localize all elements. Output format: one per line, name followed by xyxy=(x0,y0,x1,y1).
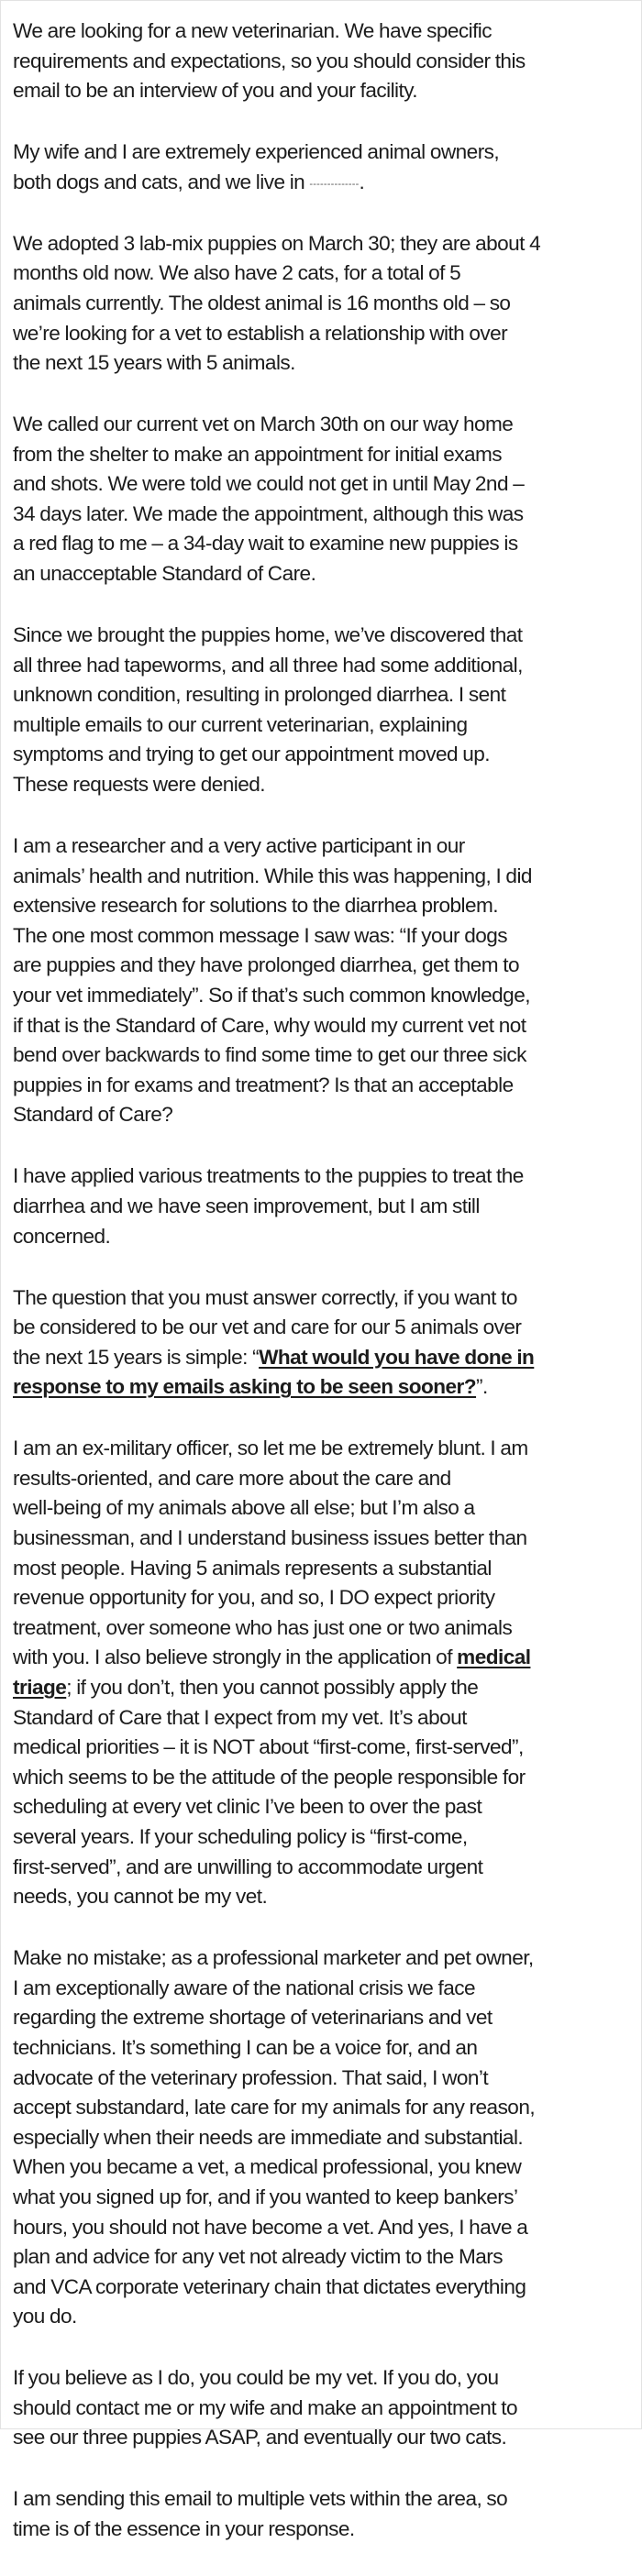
email-paragraph xyxy=(13,2363,640,2453)
text-segment: regarding the extreme shortage of veterinarians and vet xyxy=(13,2006,493,2030)
text-segment: Standard of Care that I expect from my vet. It’s about xyxy=(13,1705,467,1729)
text-segment: My wife and I are extremely experienced animal owners, xyxy=(13,140,500,164)
emphasized-text: response to my emails asking to be seen sooner? xyxy=(13,1375,477,1399)
text-segment: all three had tapeworms, and all three had some additional, xyxy=(13,653,523,677)
text-segment: I am sending this email to multiple vets within the area, so xyxy=(13,2487,508,2511)
text-line xyxy=(13,1493,640,1524)
text-segment: are puppies and they have prolonged diarrhea, get them to xyxy=(13,953,519,977)
text-segment: and shots. We were told we could not get in until May 2nd – xyxy=(13,472,525,496)
text-segment: businessman, and I understand business issues better than xyxy=(13,1526,527,1550)
text-segment: Make no mistake; as a professional marketer and pet owner, xyxy=(13,1946,534,1970)
text-line xyxy=(13,1613,640,1644)
text-segment: The question that you must answer correctly, if you want to xyxy=(13,1285,517,1309)
text-segment: I have applied various treatments to the puppies to treat the xyxy=(13,1164,524,1188)
text-segment: medical priorities – it is NOT about “first-come, first-served”, xyxy=(13,1735,524,1759)
text-line xyxy=(13,529,640,559)
text-line xyxy=(13,710,640,741)
text-segment: animals currently. The oldest animal is 16 months old – so xyxy=(13,291,511,314)
text-line xyxy=(13,289,640,319)
redacted-location: -------------- xyxy=(309,178,360,190)
text-line xyxy=(13,1733,640,1763)
text-line xyxy=(13,1763,640,1793)
text-segment: from the shelter to make an appointment for initial exams xyxy=(13,442,503,466)
text-segment: treatment, over someone who has just one or two animals xyxy=(13,1615,513,1639)
email-paragraph xyxy=(13,1283,640,1403)
text-segment: be considered to be our vet and care for our 5 animals over xyxy=(13,1316,522,1339)
text-line xyxy=(13,2484,640,2515)
text-segment: most people. Having 5 animals represents a substantial xyxy=(13,1556,492,1580)
text-line xyxy=(13,1222,640,1252)
text-segment: concerned. xyxy=(13,1224,111,1248)
text-line xyxy=(13,891,640,921)
email-paragraph xyxy=(13,410,640,589)
text-line xyxy=(13,138,640,168)
text-segment: hours, you should not have become a vet. And yes, I have a xyxy=(13,2215,528,2239)
text-line xyxy=(13,469,640,500)
text-line xyxy=(13,17,640,47)
text-segment: ; if you don’t, then you cannot possibly apply the xyxy=(66,1676,479,1700)
text-line xyxy=(13,1343,640,1373)
text-line xyxy=(13,680,640,710)
text-line xyxy=(13,2302,640,2332)
text-segment: results-oriented, and care more about the care and xyxy=(13,1466,451,1490)
text-segment: needs, you cannot be my vet. xyxy=(13,1885,268,1909)
text-segment: technicians. It’s something I can be a voice for, and an xyxy=(13,2035,478,2059)
text-line xyxy=(13,740,640,770)
text-segment: animals’ health and nutrition. While this was happening, I did xyxy=(13,864,532,887)
text-segment: We adopted 3 lab-mix puppies on March 30; they are about 4 xyxy=(13,231,541,255)
text-segment: advocate of the veterinary profession. That said, I won’t xyxy=(13,2065,489,2089)
text-line xyxy=(13,981,640,1011)
text-segment: These requests were denied. xyxy=(13,773,266,797)
text-line xyxy=(13,1011,640,1041)
text-line xyxy=(13,1703,640,1734)
text-segment: We called our current vet on March 30th on our way home xyxy=(13,413,514,436)
text-segment: 34 days later. We made the appointment, although this was xyxy=(13,501,524,525)
text-segment: should contact me or my wife and make an appointment to xyxy=(13,2395,517,2419)
text-segment: multiple emails to our current veterinarian, explaining xyxy=(13,712,468,736)
email-paragraph xyxy=(13,138,640,197)
email-paragraph xyxy=(13,1434,640,1912)
text-segment: The one most common message I saw was: “If your dogs xyxy=(13,923,508,947)
text-segment: Since we brought the puppies home, we’ve discovered that xyxy=(13,623,523,647)
text-line xyxy=(13,862,640,892)
text-line xyxy=(13,2394,640,2424)
text-line xyxy=(13,559,640,589)
text-line xyxy=(13,1313,640,1343)
text-segment: Standard of Care? xyxy=(13,1103,173,1127)
text-segment: both dogs and cats, and we live in xyxy=(13,170,310,193)
email-paragraph xyxy=(13,621,640,800)
text-line xyxy=(13,1822,640,1853)
text-segment: your vet immediately”. So if that’s such common knowledge, xyxy=(13,983,530,1007)
text-segment: well-being of my animals above all else; but I’m also a xyxy=(13,1496,475,1520)
text-segment: the next 15 years with 5 animals. xyxy=(13,351,295,375)
text-segment: and VCA corporate veterinary chain that dictates everything xyxy=(13,2274,526,2298)
text-segment: months old now. We also have 2 cats, for a total of 5 xyxy=(13,261,461,285)
text-line xyxy=(13,76,640,106)
text-line xyxy=(13,1192,640,1222)
text-line xyxy=(13,47,640,77)
text-segment: symptoms and trying to get our appointment moved up. xyxy=(13,743,490,766)
text-segment: diarrhea and we have seen improvement, but I am still xyxy=(13,1194,480,1217)
text-segment: email to be an interview of you and your facility. xyxy=(13,79,418,103)
text-line xyxy=(13,1283,640,1314)
text-segment: first-served”, and are unwilling to accommodate urgent xyxy=(13,1855,483,1878)
text-segment: puppies in for exams and treatment? Is that an acceptable xyxy=(13,1073,514,1096)
text-line xyxy=(13,168,640,198)
text-segment: scheduling at every vet clinic I’ve been to over the past xyxy=(13,1795,482,1819)
text-segment: which seems to be the attitude of the people responsible for xyxy=(13,1765,526,1789)
emphasized-text: medical xyxy=(457,1646,531,1669)
text-segment: unknown condition, resulting in prolonged diarrhea. I sent xyxy=(13,683,506,707)
text-line xyxy=(13,1161,640,1192)
email-paragraph xyxy=(13,2484,640,2544)
text-line xyxy=(13,770,640,800)
text-line xyxy=(13,500,640,530)
text-segment: When you became a vet, a medical professional, you knew xyxy=(13,2155,522,2179)
text-segment: what you signed up for, and if you wanted to keep bankers’ xyxy=(13,2185,518,2208)
text-line xyxy=(13,229,640,259)
email-paragraph xyxy=(13,17,640,106)
text-segment: accept substandard, late care for my animals for any reason, xyxy=(13,2096,536,2119)
text-line xyxy=(13,410,640,440)
text-line xyxy=(13,1464,640,1494)
text-line xyxy=(13,319,640,349)
text-line xyxy=(13,1040,640,1071)
text-line xyxy=(13,1792,640,1822)
text-line xyxy=(13,1673,640,1703)
text-segment: several years. If your scheduling policy is “first-come, xyxy=(13,1825,468,1848)
text-segment: an unacceptable Standard of Care. xyxy=(13,562,316,586)
email-paragraph xyxy=(13,229,640,379)
text-line xyxy=(13,1643,640,1673)
email-paragraph xyxy=(13,1161,640,1251)
text-segment: you do. xyxy=(13,2305,77,2328)
text-segment: If you believe as I do, you could be my vet. If you do, you xyxy=(13,2366,499,2390)
text-line xyxy=(13,2183,640,2213)
text-line xyxy=(13,651,640,681)
text-segment: requirements and expectations, so you should consider this xyxy=(13,49,526,72)
text-segment: time is of the essence in your response. xyxy=(13,2517,355,2541)
text-segment: if that is the Standard of Care, why would my current vet not xyxy=(13,1013,526,1037)
text-line xyxy=(13,2273,640,2303)
text-segment: we’re looking for a vet to establish a relationship with over xyxy=(13,321,508,345)
text-segment: We are looking for a new veterinarian. We have specific xyxy=(13,19,493,42)
text-line xyxy=(13,2093,640,2123)
text-segment: . xyxy=(359,170,365,193)
text-segment: see our three puppies ASAP, and eventually our two cats. xyxy=(13,2426,507,2449)
text-line xyxy=(13,2123,640,2153)
text-line xyxy=(13,2033,640,2064)
text-line xyxy=(13,1434,640,1464)
text-line xyxy=(13,2064,640,2094)
text-segment: plan and advice for any vet not already victim to the Mars xyxy=(13,2245,504,2269)
text-line xyxy=(13,1071,640,1101)
emphasized-text: triage xyxy=(13,1676,67,1700)
text-segment: with you. I also believe strongly in the application of xyxy=(13,1646,458,1669)
text-line xyxy=(13,1100,640,1130)
text-segment: the next 15 years is simple: “ xyxy=(13,1345,260,1369)
text-line xyxy=(13,2152,640,2183)
text-segment: I am exceptionally aware of the national crisis we face xyxy=(13,1976,476,1999)
text-line xyxy=(13,1524,640,1554)
text-segment: bend over backwards to find some time to get our three sick xyxy=(13,1043,526,1067)
text-line xyxy=(13,621,640,651)
text-segment: I am an ex-military officer, so let me be extremely blunt. I am xyxy=(13,1437,528,1460)
text-line xyxy=(13,259,640,289)
text-segment: revenue opportunity for you, and so, I DO expect priority xyxy=(13,1586,495,1610)
text-line xyxy=(13,440,640,470)
text-segment: especially when their needs are immediate and substantial. xyxy=(13,2125,524,2149)
text-line xyxy=(13,2242,640,2273)
text-line xyxy=(13,2363,640,2394)
text-line xyxy=(13,2213,640,2243)
email-paragraph xyxy=(13,1943,640,2332)
text-segment: extensive research for solutions to the diarrhea problem. xyxy=(13,894,499,918)
text-line xyxy=(13,1583,640,1613)
text-segment: ”. xyxy=(476,1375,488,1399)
text-line xyxy=(13,2515,640,2545)
text-line xyxy=(13,1554,640,1584)
text-line xyxy=(13,348,640,379)
text-line xyxy=(13,2423,640,2453)
text-line xyxy=(13,1882,640,1912)
text-line xyxy=(13,831,640,862)
text-line xyxy=(13,1943,640,1974)
text-segment: I am a researcher and a very active participant in our xyxy=(13,834,465,858)
email-body xyxy=(13,17,640,2576)
text-line xyxy=(13,921,640,952)
email-paragraph xyxy=(13,831,640,1130)
text-line xyxy=(13,2003,640,2033)
text-line xyxy=(13,1372,640,1403)
text-line xyxy=(13,1853,640,1883)
text-segment: a red flag to me – a 34-day wait to examine new puppies is xyxy=(13,532,518,556)
emphasized-text: What would you have done in xyxy=(259,1345,535,1369)
text-line xyxy=(13,951,640,981)
text-line xyxy=(13,1974,640,2004)
